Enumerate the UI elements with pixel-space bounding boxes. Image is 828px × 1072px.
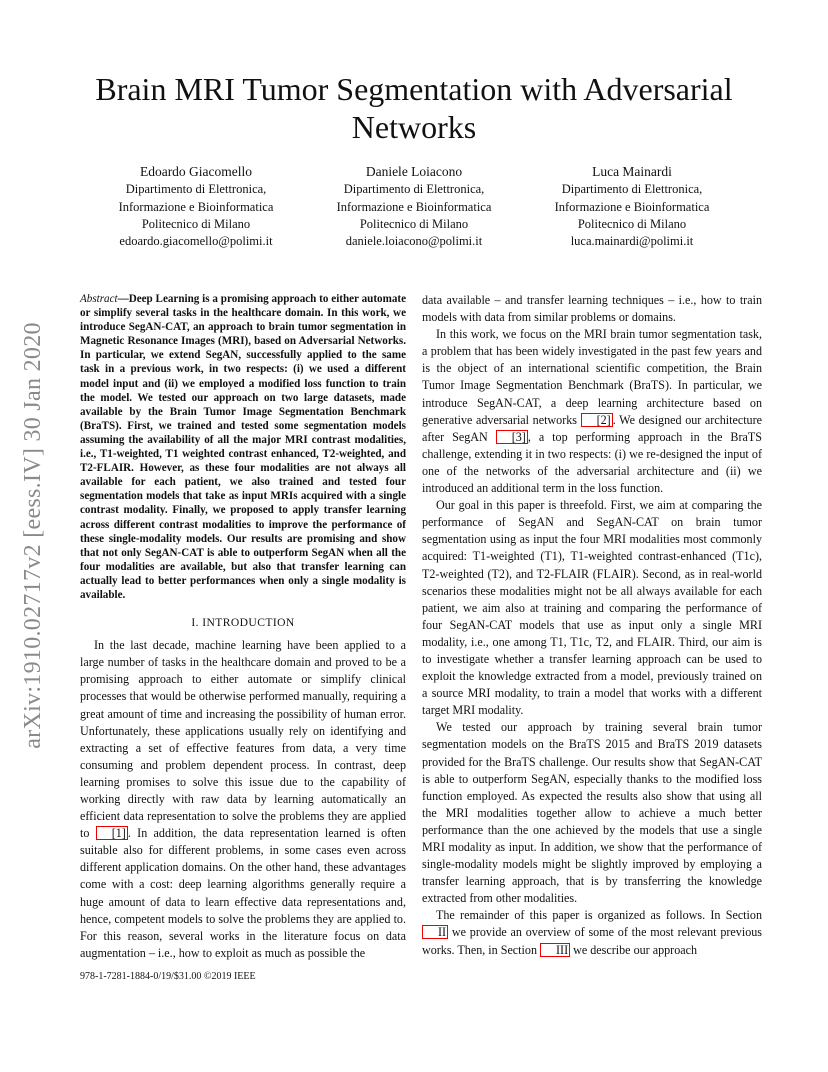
author-department-line2: Informazione e Bioinformatica	[118, 199, 274, 214]
paper-title: Brain MRI Tumor Segmentation with Adversarial Networks	[95, 71, 733, 145]
arxiv-sidebar-stamp	[18, 290, 48, 780]
paragraph-goals: Our goal in this paper is threefold. First, we aim at comparing the performance of SegAN and SegAN-CAT on brain tumor segmentation using as input the four MRI modalities most commonly acquired: T1-weighted (T1), T1-weighted contrast-enhanced (T1c), T2-weighted (T2), and T2-FLAIR (FLAIR). Second, as in real-world scenarios these modalities might not be all always available for each patient, we aim also at training and comparing the performance of four SegAN-CAT models that use as input only a single MRI modality, i.e., one among T1, T1c, T2, and FLAIR. Third, our aim is to investigate whether a transfer learning approach can be used to exploit the knowledge extracted from a model, previously trained on a source MRI modality, to train a model that works with a different target MRI modality.	[422, 498, 762, 718]
paragraph-continuation: data available – and transfer learning techniques – i.e., how to train models with data from similar problems or domains.	[422, 293, 762, 325]
author-institution: Politecnico di Milano	[359, 216, 469, 231]
abstract	[80, 292, 406, 602]
text: , a top performing approach in the BraTS challenge, extending it in two respects: (i) we re-designed the input of one of the networks of the adversarial architecture and (ii) we introduced an additional term in the loss function.	[422, 429, 762, 496]
text: we describe our approach	[570, 942, 698, 957]
paragraph-organization	[422, 907, 762, 958]
author-email[interactable]: daniele.loiacono@polimi.it	[345, 234, 483, 249]
abstract-label: Abstract	[80, 293, 118, 305]
paragraph-results: We tested our approach by training several brain tumor segmentation models on the BraTS 2015 and BraTS 2019 datasets provided for the BraTS challenge. Our results show that SegAN-CAT is able to outperform SegAN, especially thanks to the modified loss function employed. As expected the results also show that using all the MRI modalities together allow to achieve a much better performance than the one achieved by the models that use a single MRI modality as input. In addition, we show that the performance of single-modality models might be slightly improved by employing a transfer learning approach, that is by transferring the knowledge extracted from other modalities.	[422, 720, 762, 906]
author-department: Dipartimento di Elettronica,	[561, 182, 703, 197]
author-email[interactable]: edoardo.giacomello@polimi.it	[119, 234, 273, 249]
author-name: Luca Mainardi	[592, 164, 672, 179]
author-email[interactable]: luca.mainardi@polimi.it	[570, 234, 694, 249]
text: . We designed our architecture after SegAN	[422, 412, 763, 444]
author-2	[306, 163, 522, 250]
intro-text-part1: In the last decade, machine learning have been applied to a large number of tasks in the healthcare domain and proved to be a promising approach to either automate or simplify clinical processes that would be otherwise performed manually, requiring a great amount of time and increasing the possibility of human error. Unfortunately, these applications usually rely on identifying and extracting a set of effective features from data, a very time consuming and problem dependent process. In contrast, deep learning promises to solve this issue due to the capability of working directly with raw data by learning automatically an efficient data representation to solve the problems they are applied to	[80, 638, 406, 841]
citation-link[interactable]: [2]	[581, 413, 613, 427]
author-institution: Politecnico di Milano	[577, 216, 687, 231]
paragraph-focus	[422, 326, 762, 497]
author-institution: Politecnico di Milano	[141, 216, 251, 231]
author-block	[88, 163, 740, 250]
copyright-footer: 978-1-7281-1884-0/19/$31.00 ©2019 IEEE	[80, 971, 256, 982]
abstract-text: —Deep Learning is a promising approach to either automate or simplify several tasks in the healthcare domain. In this work, we introduce SegAN-CAT, an approach to brain tumor segmentation in Magnetic Resonance Images (MRI), based on Adversarial Networks. In particular, we extend SegAN, successfully applied to the same task in a previous work, in two respects: (i) we used a different model input and (ii) we employed a modified loss function to train the model. We tested our approach on two large datasets, made available by the Brain Tumor Image Segmentation Benchmark (BraTS). First, we trained and tested some segmentation models assuming the availability of all the major MRI contrast modalities, i.e., T1-weighted, T1 weighted contrast enhanced, T2-weighted, and T2-FLAIR. However, as these four modalities are not always all available for each patient, we also trained and tested four segmentation models that take as input MRIs acquired with a single contrast modality. Finally, we proposed to apply transfer learning across different contrast modalities to improve the performance of these single-modality models. Our results are promising and show that not only SegAN-CAT is able to outperform SegAN when all the four modalities are available, but also that transfer learning can actually lead to better performances when only a single modality is available.	[80, 293, 406, 601]
author-department: Dipartimento di Elettronica,	[125, 182, 267, 197]
text: The remainder of this paper is organized as follows. In Section	[436, 908, 762, 923]
text: In this work, we focus on the MRI brain tumor segmentation task, a problem that has been widely investigated in the past few years and is the object of an international scientific competition, the Brain Tumor Image Segmentation Benchmark (BraTS). In particular, we introduce SegAN-CAT, a deep learning architecture based on generative adversarial networks	[422, 327, 762, 427]
author-3	[524, 163, 740, 250]
citation-link[interactable]: [1]	[96, 826, 128, 840]
text: we provide an overview of some of the most relevant previous works. Then, in Section	[422, 925, 762, 957]
right-column	[422, 292, 762, 959]
author-department-line2: Informazione e Bioinformatica	[554, 199, 710, 214]
author-department-line2: Informazione e Bioinformatica	[336, 199, 492, 214]
arxiv-identifier: arXiv:1910.02717v2 [eess.IV] 30 Jan 2020	[19, 321, 46, 749]
citation-link[interactable]: [3]	[496, 430, 528, 444]
left-column	[80, 292, 406, 962]
intro-text-part2: . In addition, the data representation learned is often suitable also for different problems, in some cases even across different application domains. On the other hand, these advantages come with a cost: deep learning algorithms generally require a huge amount of data to learn effective data representations and, hence, competent models to solve the problems they are applied to. For this reason, several works in the literature focus on data augmentation – i.e., how to exploit as much as possible the	[80, 826, 406, 960]
author-1	[88, 163, 304, 250]
section-link[interactable]: II	[422, 925, 448, 939]
author-department: Dipartimento di Elettronica,	[343, 182, 485, 197]
intro-paragraph	[80, 637, 406, 962]
section-heading-introduction: I. INTRODUCTION	[191, 616, 295, 630]
section-link[interactable]: III	[540, 943, 570, 957]
author-name: Edoardo Giacomello	[139, 164, 253, 179]
author-name: Daniele Loiacono	[365, 164, 463, 179]
